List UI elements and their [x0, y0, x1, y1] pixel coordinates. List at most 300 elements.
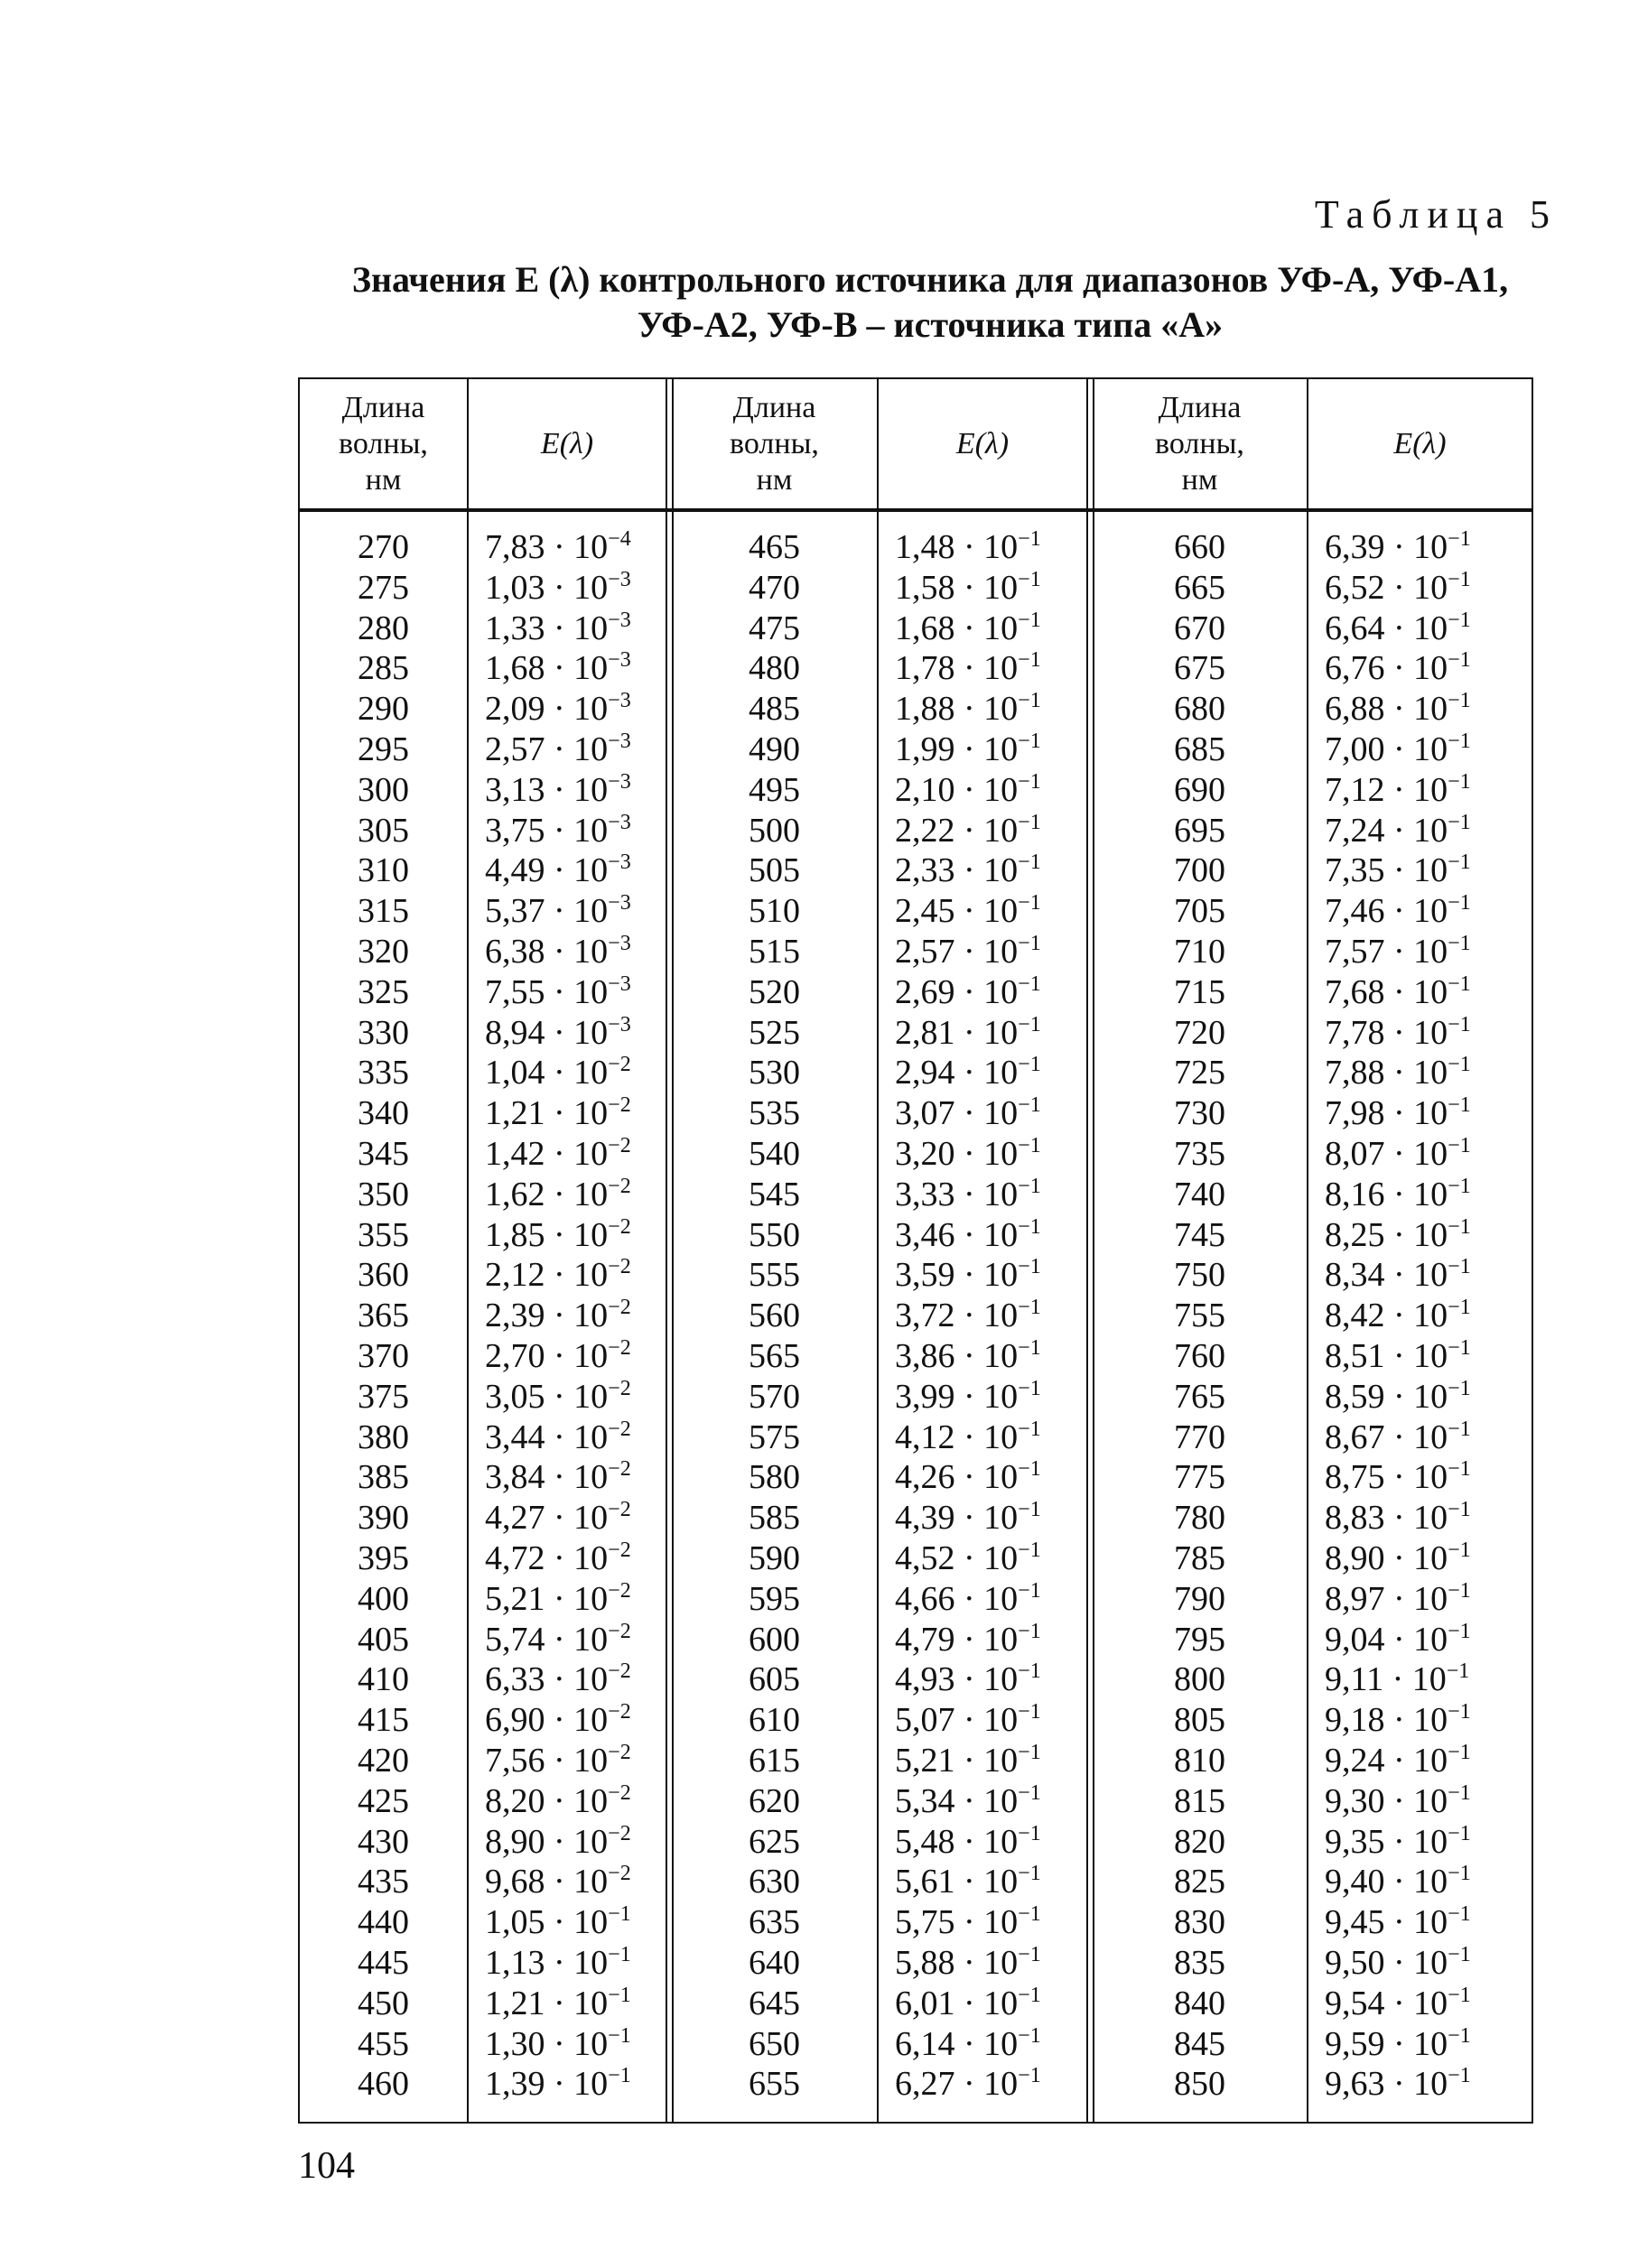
- value-mantissa: 9,59: [1325, 2024, 1385, 2063]
- table-row: [300, 1538, 1532, 1579]
- value-mantissa: 4,72: [485, 1539, 545, 1577]
- value-cell: [1308, 1134, 1532, 1175]
- value-cell: [879, 1700, 1086, 1741]
- multiplication-dot: · 10: [1384, 1984, 1448, 2022]
- value-exponent: −1: [1448, 2064, 1471, 2088]
- wavelength-cell: 595: [749, 1579, 800, 1618]
- wavelength-cell: 815: [1174, 1781, 1225, 1820]
- value-exponent: −2: [608, 1659, 631, 1684]
- value-mantissa: 3,46: [895, 1215, 955, 1254]
- table-row: [300, 689, 1532, 730]
- multiplication-dot: · 10: [1384, 1903, 1448, 1942]
- value-mantissa: 6,88: [1325, 690, 1385, 729]
- multiplication-dot: · 10: [545, 1984, 609, 2022]
- value-exponent: −1: [1018, 1943, 1041, 1966]
- value-exponent: −1: [1018, 527, 1041, 551]
- multiplication-dot: · 10: [545, 1903, 609, 1942]
- value-cell: [469, 811, 666, 851]
- value-cell: [879, 1579, 1086, 1620]
- wavelength-cell: 600: [749, 1620, 800, 1659]
- wavelength-cell: 375: [358, 1377, 409, 1416]
- value-mantissa: 1,04: [485, 1054, 545, 1092]
- table-row: [300, 1093, 1532, 1134]
- multiplication-dot: · 10: [1384, 1620, 1448, 1659]
- value-exponent: −2: [608, 1174, 631, 1198]
- value-cell: [879, 648, 1086, 689]
- wavelength-cell: 400: [358, 1579, 409, 1618]
- value-mantissa: 9,54: [1325, 1984, 1385, 2022]
- value-mantissa: 2,94: [895, 1054, 955, 1092]
- value-cell: [879, 1215, 1086, 1256]
- value-exponent: −1: [1018, 1417, 1041, 1441]
- wavelength-cell: 355: [358, 1215, 409, 1254]
- table-row: [300, 1134, 1532, 1175]
- multiplication-dot: · 10: [545, 1701, 609, 1740]
- value-exponent: −1: [1018, 1578, 1041, 1603]
- table-row: [300, 1579, 1532, 1620]
- value-mantissa: 7,24: [1325, 811, 1385, 850]
- value-exponent: −1: [1448, 1983, 1471, 2007]
- value-cell: [469, 1013, 666, 1054]
- multiplication-dot: · 10: [1384, 1458, 1448, 1497]
- multiplication-dot: · 10: [545, 770, 609, 809]
- table-row: [300, 1659, 1532, 1700]
- value-mantissa: 5,21: [485, 1579, 545, 1618]
- table-row: [300, 1296, 1532, 1336]
- value-mantissa: 2,70: [485, 1337, 545, 1375]
- multiplication-dot: · 10: [954, 933, 1019, 971]
- wavelength-cell: 620: [749, 1781, 800, 1820]
- value-cell: [469, 1822, 666, 1863]
- value-exponent: −3: [608, 932, 631, 955]
- header-wavelength-line: нм: [756, 462, 793, 497]
- value-exponent: −1: [1448, 1214, 1471, 1239]
- value-cell: [469, 1781, 666, 1822]
- wavelength-cell: 300: [358, 770, 409, 809]
- value-mantissa: 9,04: [1325, 1620, 1385, 1659]
- multiplication-dot: · 10: [954, 1863, 1019, 1901]
- multiplication-dot: · 10: [1384, 1297, 1448, 1335]
- multiplication-dot: · 10: [954, 1094, 1019, 1133]
- multiplication-dot: · 10: [954, 1215, 1019, 1254]
- header-wavelength-1: [300, 379, 467, 508]
- value-mantissa: 3,07: [895, 1094, 955, 1133]
- value-exponent: −1: [1448, 1417, 1471, 1441]
- wavelength-cell: 795: [1174, 1620, 1225, 1659]
- value-exponent: −1: [1018, 1498, 1041, 1522]
- value-mantissa: 6,64: [1325, 609, 1385, 647]
- wavelength-cell: 310: [358, 851, 409, 890]
- value-mantissa: 4,12: [895, 1418, 955, 1456]
- value-exponent: −2: [608, 1134, 631, 1157]
- value-mantissa: 2,22: [895, 811, 955, 850]
- multiplication-dot: · 10: [954, 730, 1019, 768]
- value-cell: [879, 1620, 1086, 1660]
- wavelength-cell: 315: [358, 892, 409, 931]
- wavelength-cell: 415: [358, 1701, 409, 1740]
- value-mantissa: 6,38: [485, 933, 545, 971]
- value-exponent: −1: [1448, 1376, 1471, 1400]
- table-row: [300, 1984, 1532, 2024]
- value-mantissa: 3,05: [485, 1377, 545, 1416]
- value-mantissa: 8,67: [1325, 1418, 1385, 1456]
- multiplication-dot: · 10: [1384, 2024, 1448, 2063]
- multiplication-dot: · 10: [954, 2024, 1019, 2063]
- multiplication-dot: · 10: [545, 1175, 609, 1213]
- value-cell: [1308, 891, 1532, 932]
- multiplication-dot: · 10: [1384, 1377, 1448, 1416]
- table-row: [300, 1498, 1532, 1538]
- value-mantissa: 4,93: [895, 1660, 955, 1699]
- wavelength-cell: 465: [749, 528, 800, 566]
- multiplication-dot: · 10: [545, 528, 609, 566]
- value-cell: [1308, 568, 1532, 609]
- multiplication-dot: · 10: [545, 1863, 609, 1901]
- value-exponent: −1: [1018, 1821, 1041, 1845]
- multiplication-dot: · 10: [545, 568, 609, 607]
- value-cell: [879, 1822, 1086, 1863]
- table-row: [300, 1336, 1532, 1377]
- wavelength-cell: 490: [749, 730, 800, 768]
- value-exponent: −1: [1448, 971, 1471, 996]
- wavelength-cell: 395: [358, 1539, 409, 1577]
- wavelength-cell: 340: [358, 1094, 409, 1133]
- multiplication-dot: · 10: [954, 1781, 1019, 1820]
- table-row: [300, 932, 1532, 972]
- header-value-1: [469, 379, 666, 508]
- header-value-label: E(λ): [955, 426, 1010, 460]
- multiplication-dot: · 10: [1384, 1256, 1448, 1295]
- value-exponent: −1: [1448, 1700, 1471, 1724]
- value-exponent: −1: [1448, 1943, 1471, 1966]
- value-mantissa: 9,30: [1325, 1781, 1385, 1820]
- value-cell: [879, 1134, 1086, 1175]
- value-mantissa: 2,57: [895, 933, 955, 971]
- value-mantissa: 6,01: [895, 1984, 955, 2022]
- wavelength-cell: 475: [749, 609, 800, 647]
- wavelength-cell: 715: [1174, 972, 1225, 1011]
- value-mantissa: 4,66: [895, 1579, 955, 1618]
- value-cell: [879, 1943, 1086, 1984]
- wavelength-cell: 575: [749, 1418, 800, 1456]
- wavelength-cell: 280: [358, 609, 409, 647]
- multiplication-dot: · 10: [1384, 1742, 1448, 1780]
- header-wavelength-2: [672, 379, 877, 508]
- value-cell: [879, 2024, 1086, 2065]
- value-cell: [1308, 1984, 1532, 2024]
- value-cell: [879, 609, 1086, 649]
- wavelength-cell: 445: [358, 1944, 409, 1982]
- value-cell: [879, 1781, 1086, 1822]
- value-mantissa: 9,11: [1325, 1660, 1384, 1699]
- value-cell: [1308, 1902, 1532, 1943]
- value-cell: [469, 527, 666, 568]
- value-exponent: −1: [1018, 608, 1041, 632]
- wavelength-cell: 460: [358, 2065, 409, 2104]
- multiplication-dot: · 10: [954, 1135, 1019, 1173]
- value-cell: [879, 1457, 1086, 1498]
- value-exponent: −3: [608, 689, 631, 713]
- multiplication-dot: · 10: [545, 2065, 609, 2104]
- value-cell: [879, 689, 1086, 730]
- multiplication-dot: · 10: [1384, 811, 1448, 850]
- value-mantissa: 8,94: [485, 1013, 545, 1052]
- multiplication-dot: · 10: [1384, 1337, 1448, 1375]
- multiplication-dot: · 10: [954, 528, 1019, 566]
- value-exponent: −1: [1018, 1012, 1041, 1036]
- multiplication-dot: · 10: [1384, 1579, 1448, 1618]
- table-row: [300, 1741, 1532, 1781]
- wavelength-cell: 665: [1174, 568, 1225, 607]
- multiplication-dot: · 10: [1384, 1094, 1448, 1133]
- value-cell: [1308, 1700, 1532, 1741]
- wavelength-cell: 660: [1174, 528, 1225, 566]
- table-row: [300, 730, 1532, 770]
- value-mantissa: 2,39: [485, 1297, 545, 1335]
- value-exponent: −1: [1018, 1659, 1041, 1684]
- value-mantissa: 4,52: [895, 1539, 955, 1577]
- multiplication-dot: · 10: [545, 609, 609, 647]
- table-row: [300, 811, 1532, 851]
- wavelength-cell: 275: [358, 568, 409, 607]
- value-mantissa: 1,21: [485, 1094, 545, 1133]
- value-mantissa: 9,50: [1325, 1944, 1385, 1982]
- multiplication-dot: · 10: [954, 1458, 1019, 1497]
- value-exponent: −1: [1448, 1053, 1471, 1077]
- value-cell: [469, 648, 666, 689]
- value-mantissa: 1,58: [895, 568, 955, 607]
- value-mantissa: 1,99: [895, 730, 955, 768]
- wavelength-cell: 780: [1174, 1499, 1225, 1538]
- value-mantissa: 1,85: [485, 1215, 545, 1254]
- table-row: [300, 770, 1532, 811]
- wavelength-cell: 750: [1174, 1256, 1225, 1295]
- value-exponent: −1: [1018, 2023, 1041, 2048]
- wavelength-cell: 540: [749, 1135, 800, 1173]
- wavelength-cell: 625: [749, 1822, 800, 1861]
- value-mantissa: 1,88: [895, 690, 955, 729]
- value-exponent: −1: [1448, 1134, 1471, 1157]
- wavelength-cell: 345: [358, 1135, 409, 1173]
- wavelength-cell: 380: [358, 1418, 409, 1456]
- multiplication-dot: · 10: [954, 1944, 1019, 1982]
- value-exponent: −2: [608, 1255, 631, 1279]
- multiplication-dot: · 10: [954, 1620, 1019, 1659]
- value-cell: [879, 568, 1086, 609]
- multiplication-dot: · 10: [954, 1579, 1019, 1618]
- multiplication-dot: · 10: [1384, 1215, 1448, 1254]
- value-cell: [469, 1134, 666, 1175]
- page-number: 104: [298, 2145, 355, 2187]
- wavelength-cell: 635: [749, 1903, 800, 1942]
- value-mantissa: 8,25: [1325, 1215, 1385, 1254]
- value-mantissa: 8,20: [485, 1781, 545, 1820]
- table-row: [300, 1377, 1532, 1418]
- value-cell: [1308, 770, 1532, 811]
- table-row: [300, 850, 1532, 891]
- wavelength-cell: 570: [749, 1377, 800, 1416]
- value-exponent: −1: [1448, 810, 1471, 834]
- value-cell: [1308, 1175, 1532, 1215]
- wavelength-cell: 650: [749, 2024, 800, 2063]
- value-exponent: −1: [1018, 850, 1041, 875]
- wavelength-cell: 835: [1174, 1944, 1225, 1982]
- value-mantissa: 3,99: [895, 1377, 955, 1416]
- value-exponent: −1: [1448, 1780, 1471, 1805]
- multiplication-dot: · 10: [1384, 568, 1448, 607]
- value-exponent: −1: [608, 2064, 631, 2088]
- value-mantissa: 1,62: [485, 1175, 545, 1213]
- multiplication-dot: · 10: [545, 690, 609, 729]
- wavelength-cell: 785: [1174, 1539, 1225, 1577]
- value-exponent: −1: [1018, 1214, 1041, 1239]
- wavelength-cell: 645: [749, 1984, 800, 2022]
- value-exponent: −1: [1018, 1780, 1041, 1805]
- wavelength-cell: 545: [749, 1175, 800, 1213]
- multiplication-dot: · 10: [954, 1337, 1019, 1375]
- multiplication-dot: · 10: [545, 851, 609, 890]
- value-cell: [879, 1418, 1086, 1458]
- value-cell: [469, 689, 666, 730]
- value-mantissa: 1,68: [895, 609, 955, 647]
- header-value-2: [879, 379, 1086, 508]
- value-cell: [1308, 2024, 1532, 2065]
- value-cell: [1308, 1620, 1532, 1660]
- value-cell: [1308, 1538, 1532, 1579]
- value-exponent: −1: [1448, 730, 1471, 753]
- value-cell: [469, 2064, 666, 2105]
- wavelength-cell: 800: [1174, 1660, 1225, 1699]
- value-cell: [1308, 1093, 1532, 1134]
- value-cell: [879, 1741, 1086, 1781]
- value-exponent: −1: [1448, 891, 1471, 916]
- wavelength-cell: 745: [1174, 1215, 1225, 1254]
- value-mantissa: 8,90: [1325, 1539, 1385, 1577]
- value-cell: [469, 1862, 666, 1902]
- value-exponent: −1: [1448, 1457, 1471, 1482]
- multiplication-dot: · 10: [954, 1013, 1019, 1052]
- wavelength-cell: 640: [749, 1944, 800, 1982]
- multiplication-dot: · 10: [1384, 649, 1448, 688]
- wavelength-cell: 675: [1174, 649, 1225, 688]
- table-row: [300, 1457, 1532, 1498]
- table-row: [300, 1013, 1532, 1054]
- value-exponent: −2: [608, 1741, 631, 1764]
- wavelength-cell: 725: [1174, 1054, 1225, 1092]
- value-mantissa: 2,33: [895, 851, 955, 890]
- wavelength-cell: 790: [1174, 1579, 1225, 1618]
- value-cell: [879, 1377, 1086, 1418]
- multiplication-dot: · 10: [954, 1377, 1019, 1416]
- wavelength-cell: 515: [749, 933, 800, 971]
- value-mantissa: 6,39: [1325, 528, 1385, 566]
- table-row: [300, 1902, 1532, 1943]
- value-exponent: −1: [1018, 1538, 1041, 1562]
- value-mantissa: 7,56: [485, 1742, 545, 1780]
- value-mantissa: 6,76: [1325, 649, 1385, 688]
- value-cell: [469, 1741, 666, 1781]
- multiplication-dot: · 10: [1384, 730, 1448, 768]
- wavelength-cell: 495: [749, 770, 800, 809]
- value-exponent: −1: [1018, 891, 1041, 916]
- table-row: [300, 1255, 1532, 1296]
- multiplication-dot: · 10: [545, 1822, 609, 1861]
- value-cell: [879, 1862, 1086, 1902]
- value-cell: [1308, 1862, 1532, 1902]
- value-mantissa: 9,45: [1325, 1903, 1385, 1942]
- value-exponent: −2: [608, 1376, 631, 1400]
- table-row: [300, 972, 1532, 1013]
- value-mantissa: 5,34: [895, 1781, 955, 1820]
- multiplication-dot: · 10: [954, 2065, 1019, 2104]
- value-cell: [1308, 1498, 1532, 1538]
- value-exponent: −1: [1448, 648, 1471, 673]
- value-cell: [469, 730, 666, 770]
- value-cell: [469, 2024, 666, 2065]
- header-wavelength-line: волны,: [730, 426, 819, 460]
- value-cell: [879, 932, 1086, 972]
- wavelength-cell: 350: [358, 1175, 409, 1213]
- value-mantissa: 7,83: [485, 528, 545, 566]
- value-cell: [879, 1538, 1086, 1579]
- wavelength-cell: 680: [1174, 690, 1225, 729]
- wavelength-cell: 770: [1174, 1418, 1225, 1456]
- wavelength-cell: 320: [358, 933, 409, 971]
- multiplication-dot: · 10: [545, 1054, 609, 1092]
- wavelength-cell: 560: [749, 1297, 800, 1335]
- multiplication-dot: · 10: [954, 1175, 1019, 1213]
- multiplication-dot: · 10: [1384, 972, 1448, 1011]
- multiplication-dot: · 10: [545, 1013, 609, 1052]
- value-exponent: −1: [1448, 608, 1471, 632]
- value-exponent: −2: [608, 1538, 631, 1562]
- value-exponent: −1: [1018, 1255, 1041, 1279]
- wavelength-cell: 440: [358, 1903, 409, 1942]
- value-cell: [1308, 1336, 1532, 1377]
- value-exponent: −1: [1018, 932, 1041, 955]
- header-value-label: E(λ): [1393, 426, 1447, 460]
- value-mantissa: 5,48: [895, 1822, 955, 1861]
- value-exponent: −1: [1448, 1093, 1471, 1118]
- value-exponent: −3: [608, 1012, 631, 1036]
- value-cell: [469, 609, 666, 649]
- wavelength-cell: 325: [358, 972, 409, 1011]
- value-cell: [1308, 527, 1532, 568]
- value-mantissa: 7,88: [1325, 1054, 1385, 1092]
- value-mantissa: 4,26: [895, 1458, 955, 1497]
- value-mantissa: 3,13: [485, 770, 545, 809]
- multiplication-dot: · 10: [545, 2024, 609, 2063]
- multiplication-dot: · 10: [545, 811, 609, 850]
- value-cell: [879, 1093, 1086, 1134]
- multiplication-dot: · 10: [545, 1620, 609, 1659]
- wavelength-cell: 655: [749, 2065, 800, 2104]
- value-exponent: −1: [1018, 1862, 1041, 1886]
- multiplication-dot: · 10: [954, 690, 1019, 729]
- multiplication-dot: · 10: [954, 649, 1019, 688]
- value-exponent: −1: [1018, 2064, 1041, 2088]
- value-mantissa: 9,68: [485, 1863, 545, 1901]
- table-row: [300, 1053, 1532, 1093]
- value-exponent: −2: [608, 1700, 631, 1724]
- value-exponent: −1: [1448, 689, 1471, 713]
- wavelength-cell: 590: [749, 1539, 800, 1577]
- value-cell: [469, 1498, 666, 1538]
- value-mantissa: 8,16: [1325, 1175, 1385, 1213]
- value-cell: [1308, 1377, 1532, 1418]
- table-title-line-2: УФ-А2, УФ-В – источника типа «А»: [637, 304, 1224, 345]
- value-mantissa: 8,34: [1325, 1256, 1385, 1295]
